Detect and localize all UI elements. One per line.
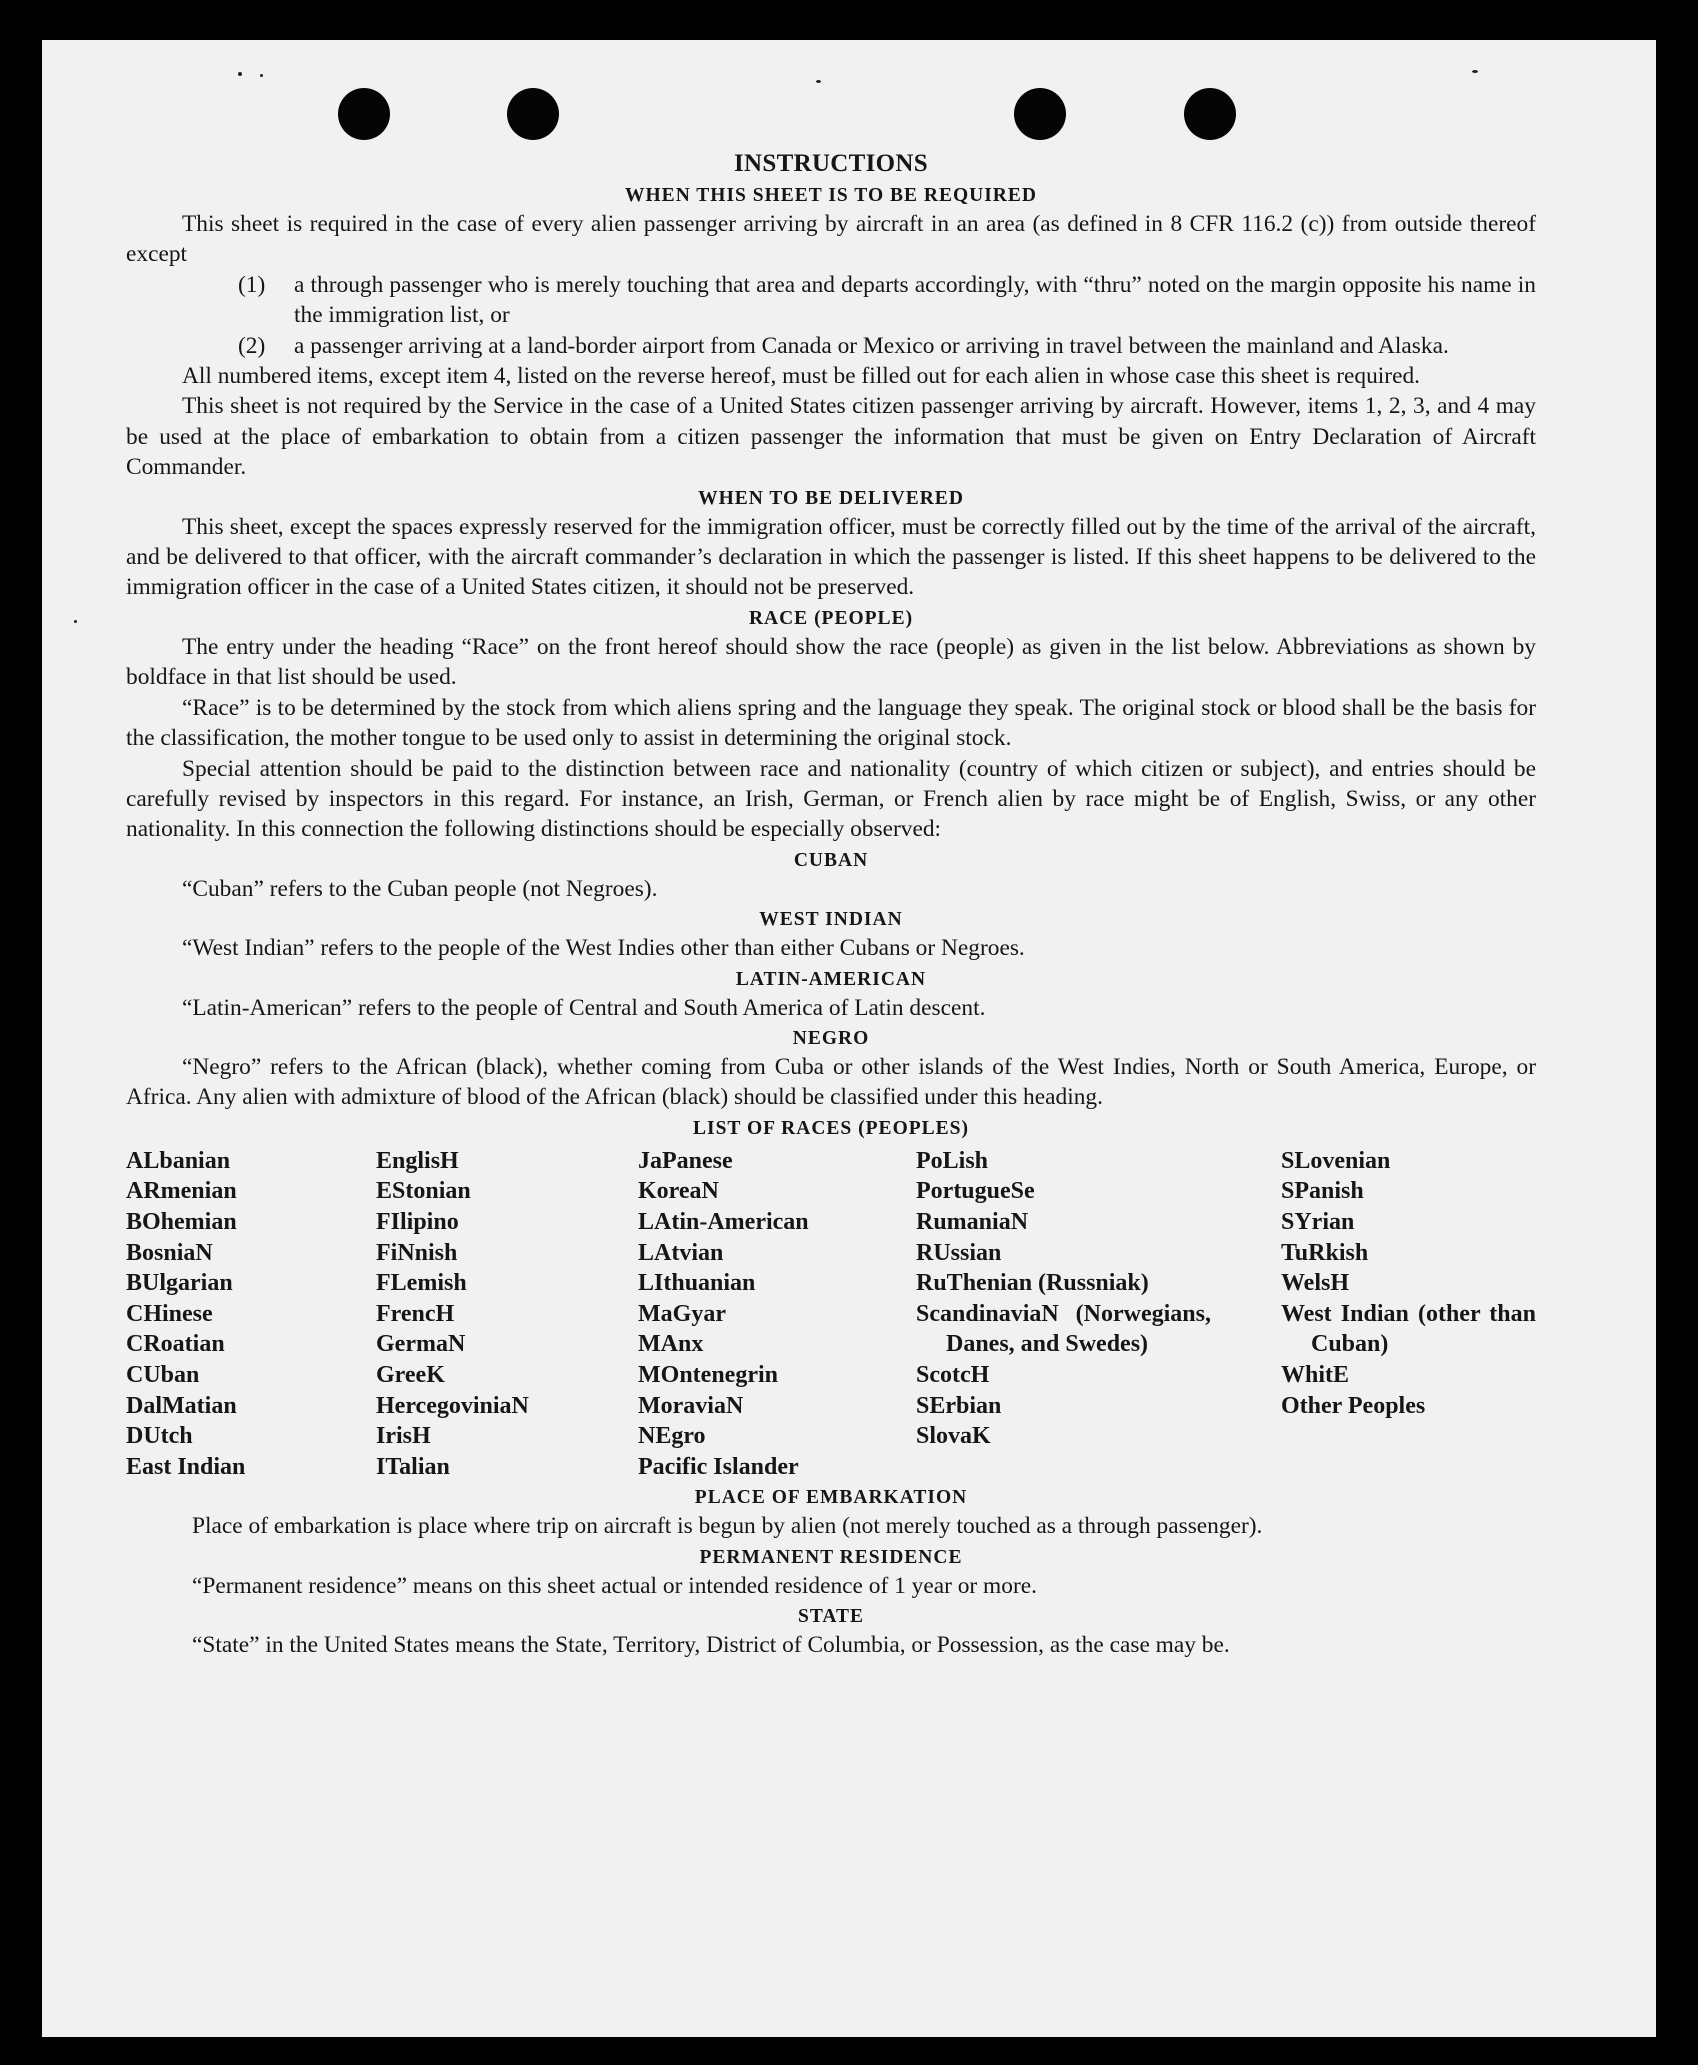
races-column [916,1146,1211,1483]
race-entry: SlovaK [916,1423,991,1450]
section-heading: WEST INDIAN [759,909,903,931]
race-entry: RumaniaN [916,1208,1029,1235]
paragraph: “Cuban” refers to the Cuban people (not Negroes). [182,875,658,902]
section-heading: RACE (PEOPLE) [748,607,914,629]
race-entry: LAtin-American [638,1208,809,1235]
race-entry: GermaN [376,1331,466,1358]
list-text: a through passenger who is merely touching that area and departs accordingly, with “thru” noted on the margin opposite his name in the immigration list, or [294,271,1536,329]
races-list [126,1146,1536,1483]
race-entry: ARmenian [126,1178,237,1205]
race-entry: SPanish [1281,1178,1364,1205]
race-entry: HercegoviniaN [376,1392,529,1419]
paragraph: This sheet, except the spaces expressly reserved for the immigration officer, must be correctly filled out by the time of the arrival of the aircraft, and be delivered to that officer, with the aircraft commander’s declaration in which the passenger is listed. If this sheet happens to be delivered to the immigration officer in the case of a United States citizen, it should not be preserved. [126,513,1536,601]
race-entry: SErbian [916,1392,1002,1419]
speck [74,620,77,623]
race-entry: Other Peoples [1281,1392,1426,1419]
section-heading: PERMANENT RESIDENCE [699,1546,963,1568]
races-column [376,1146,638,1483]
paragraph: The entry under the heading “Race” on the front hereof should show the race (people) as given in the list below. Abbreviations as shown by boldface in that list should be used. [126,633,1536,691]
section-heading: WHEN TO BE DELIVERED [698,487,964,509]
race-entry: RUssian [916,1239,1002,1266]
race-entry: MaGyar [638,1300,726,1327]
race-entry: WhitE [1281,1361,1350,1388]
list-number: (2) [238,332,266,359]
race-entry: BOhemian [126,1208,237,1235]
race-entry: ALbanian [126,1147,231,1174]
race-entry: TuRkish [1281,1239,1369,1266]
section-heading: LIST OF RACES (PEOPLES) [692,1117,969,1139]
section-heading: STATE [797,1606,865,1628]
race-entry: FIlipino [376,1208,459,1235]
paragraph: Place of embarkation is place where trip on aircraft is begun by alien (not merely touched as a through passenger). [192,1513,1263,1540]
section-heading: LATIN-AMERICAN [735,968,927,990]
punch-hole [507,88,559,140]
race-entry: JaPanese [638,1147,733,1174]
paragraph: “Latin-American” refers to the people of Central and South America of Latin descent. [182,994,986,1021]
race-entry: MoraviaN [638,1392,744,1419]
race-entry: FLemish [376,1270,467,1297]
paragraph: This sheet is not required by the Service in the case of a United States citizen passenger arriving by aircraft. However, items 1, 2, 3, and 4 may be used at the place of embarkation to obtain from a citizen passenger the information that must be given on Entry Declaration of Aircraft Commander. [126,393,1536,481]
paragraph: All numbered items, except item 4, listed on the reverse hereof, must be filled out for each alien in whose case this sheet is required. [182,363,1421,390]
race-entry: East Indian [126,1453,246,1480]
race-entry: BUlgarian [126,1270,233,1297]
race-entry: BosniaN [126,1239,213,1266]
speck [1472,70,1478,73]
paragraph: “State” in the United States means the State, Territory, District of Columbia, or Possession, as the case may be. [192,1632,1230,1659]
paragraph: “Permanent residence” means on this sheet actual or intended residence of 1 year or more. [192,1572,1037,1599]
page-title: INSTRUCTIONS [734,150,928,177]
race-entry: LIthuanian [638,1270,756,1297]
punch-hole [1184,88,1236,140]
speck [816,80,821,83]
race-entry: RuThenian (Russniak) [916,1270,1149,1297]
race-entry: PoLish [916,1147,989,1174]
race-entry: CHinese [126,1300,213,1327]
race-entry: IrisH [376,1423,431,1450]
race-entry: GreeK [376,1361,445,1388]
list-item [238,270,1536,331]
speck [238,72,242,76]
document-sheet [42,40,1656,2037]
instructions-content [126,148,1536,1661]
race-entry: CUban [126,1361,200,1388]
race-entry: SYrian [1281,1208,1355,1235]
race-entry: NEgro [638,1423,706,1450]
race-entry: KoreaN [638,1178,719,1205]
race-entry: DalMatian [126,1392,237,1419]
paragraph: Special attention should be paid to the distinction between race and nationality (country of which citizen or subject), and entries should be carefully revised by inspectors in this regard. For instance, an Irish, German, or French alien by race might be of English, Swiss, or any other nationality. In this connection the following distinctions should be especially observed: [126,755,1536,843]
list-number: (1) [238,271,266,298]
race-entry: MOntenegrin [638,1361,778,1388]
race-entry: DUtch [126,1423,193,1450]
race-entry: EStonian [376,1178,471,1205]
race-entry: FrencH [376,1300,455,1327]
punch-hole [1014,88,1066,140]
race-entry: FiNnish [376,1239,458,1266]
race-entry: MAnx [638,1331,704,1358]
section-heading: WHEN THIS SHEET IS TO BE REQUIRED [625,185,1037,206]
punch-hole [338,88,390,140]
paragraph: “West Indian” refers to the people of the West Indies other than either Cubans or Negroes. [182,935,1025,962]
speck [260,74,263,77]
list-item [238,331,1536,361]
section-heading: NEGRO [792,1027,870,1049]
race-entry: West Indian (other than Cuban) [1281,1300,1536,1358]
race-entry: WelsH [1281,1270,1350,1297]
race-entry: EnglisH [376,1147,459,1174]
race-entry: SLovenian [1281,1147,1391,1174]
section-heading: CUBAN [793,849,869,871]
races-column [638,1146,916,1483]
race-entry: ITalian [376,1453,450,1480]
race-entry: CRoatian [126,1331,225,1358]
paragraph: “Race” is to be determined by the stock from which aliens spring and the language they speak. The original stock or blood shall be the basis for the classification, the mother tongue to be used only to assist in determining the original stock. [126,694,1536,752]
races-column [1281,1146,1536,1483]
race-entry: ScotcH [916,1361,990,1388]
race-entry: ScandinaviaN (Norwegians, Danes, and Swedes) [916,1300,1211,1358]
races-column [126,1146,376,1483]
paragraph: “Negro” refers to the African (black), whether coming from Cuba or other islands of the West Indies, North or South America, Europe, or Africa. Any alien with admixture of blood of the African (black) should be classified under this heading. [126,1053,1536,1111]
paragraph: This sheet is required in the case of every alien passenger arriving by aircraft in an area (as defined in 8 CFR 116.2 (c)) from outside thereof except [126,211,1536,268]
race-entry: LAtvian [638,1239,724,1266]
race-entry: Pacific Islander [638,1453,799,1480]
list-text: a passenger arriving at a land-border airport from Canada or Mexico or arriving in travel between the mainland and Alaska. [294,332,1449,359]
race-entry: PortugueSe [916,1178,1035,1205]
section-heading: PLACE OF EMBARKATION [694,1487,968,1509]
